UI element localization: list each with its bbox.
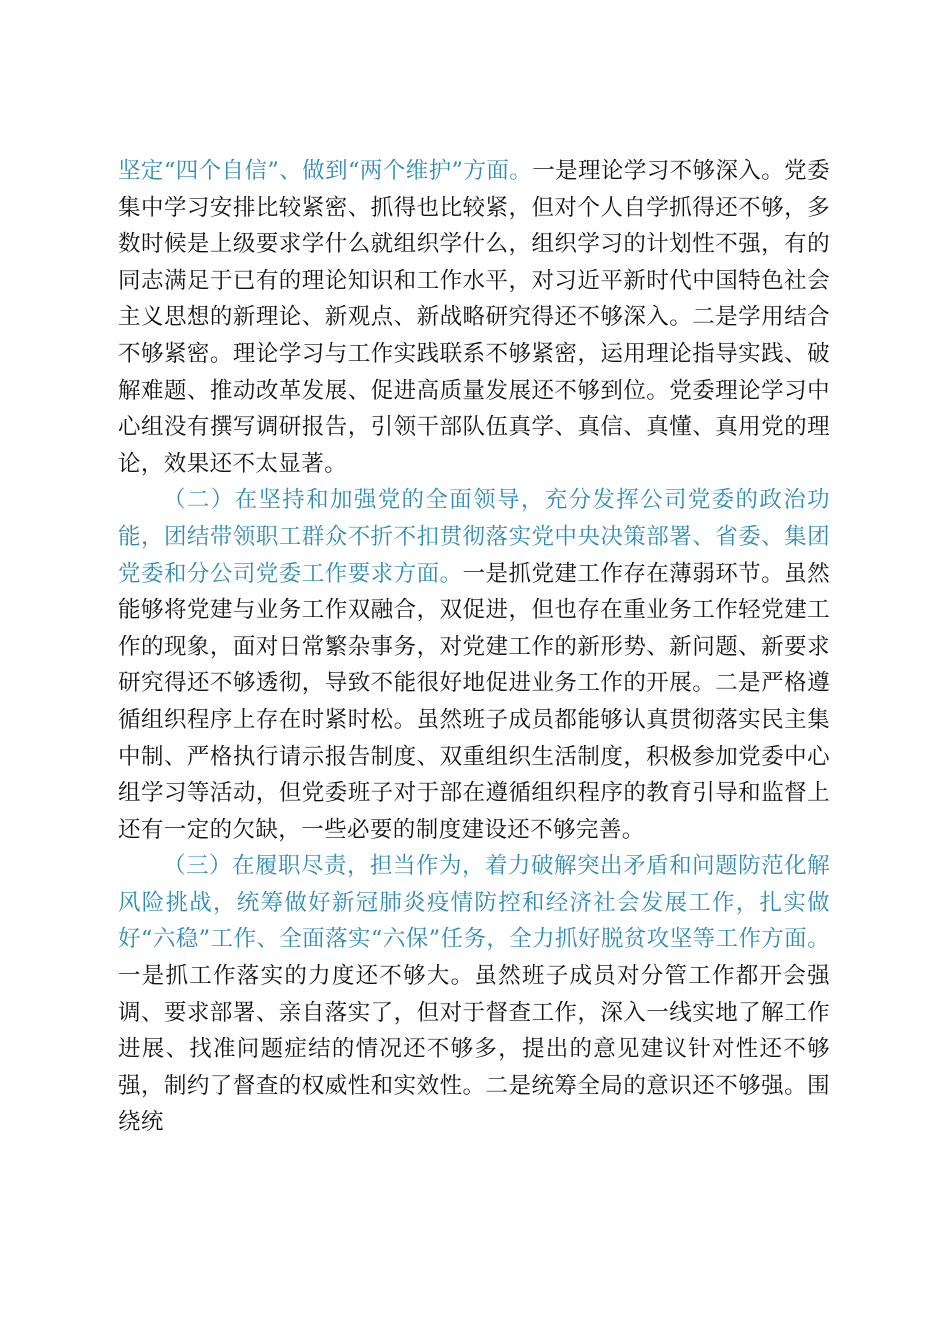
paragraph-heading: （三）在履职尽责，担当作为，着力破解突出矛盾和问题防范化解风险挑战，统筹做好新冠肺炎疫情防控和经济社会发展工作，扎实做好“六稳”工作、全面落实“六保”任务，全力抓好脱贫攻坚等工作方面。 bbox=[118, 853, 830, 953]
paragraph-body: 一是抓党建工作存在薄弱环节。虽然能够将党建与业务工作双融合，双促进，但也存在重业务工作轻党建工作的现象，面对日常繁杂事务，对党建工作的新形势、新问题、新要求研究得还不够透彻，导致不能很好地促进业务工作的开展。二是严格遵循组织程序上存在时紧时松。虽然班子成员都能够认真贯彻落实民主集中制、严格执行请示报告制度、双重组织生活制度，积极参加党委中心组学习等活动，但党委班子对于部在遵循组织程序的教育引导和监督上还有一定的欠缺，一些必要的制度建设还不够完善。 bbox=[118, 560, 830, 843]
paragraph-body: 一是理论学习不够深入。党委集中学习安排比较紧密、抓得也比较紧，但对个人自学抓得还不够，多数时候是上级要求学什么就组织学什么，组织学习的计划性不强，有的同志满足于已有的理论知识和工作水平，对习近平新时代中国特色社会主义思想的新理论、新观点、新战略研究得还不够深入。二是学用结合不够紧密。理论学习与工作实践联系不够紧密，运用理论指导实践、破解难题、推动改革发展、促进高质量发展还不够到位。党委理论学习中心组没有撰写调研报告，引领干部队伍真学、真信、真懂、真用党的理论，效果还不太显著。 bbox=[118, 158, 830, 477]
document-page bbox=[118, 153, 830, 1141]
paragraph-heading: （二）在坚持和加强党的全面领导，充分发挥公司党委的政治功能，团结带领职工群众不折不扣贯彻落实党中央决策部署、省委、集团党委和分公司党委工作要求方面。 bbox=[118, 487, 830, 587]
paragraph-1 bbox=[118, 153, 830, 482]
paragraph-heading: 坚定“四个自信”、做到“两个维护”方面。 bbox=[118, 158, 533, 184]
paragraph-2 bbox=[118, 482, 830, 848]
paragraph-body: 一是抓工作落实的力度还不够大。虽然班子成员对分管工作都开会强调、要求部署、亲自落实了，但对于督查工作，深入一线实地了解工作进展、找准问题症结的情况还不够多，提出的意见建议针对性还不够强，制约了督查的权威性和实效性。二是统筹全局的意识还不够强。围绕统 bbox=[118, 963, 830, 1136]
paragraph-3 bbox=[118, 848, 830, 1141]
